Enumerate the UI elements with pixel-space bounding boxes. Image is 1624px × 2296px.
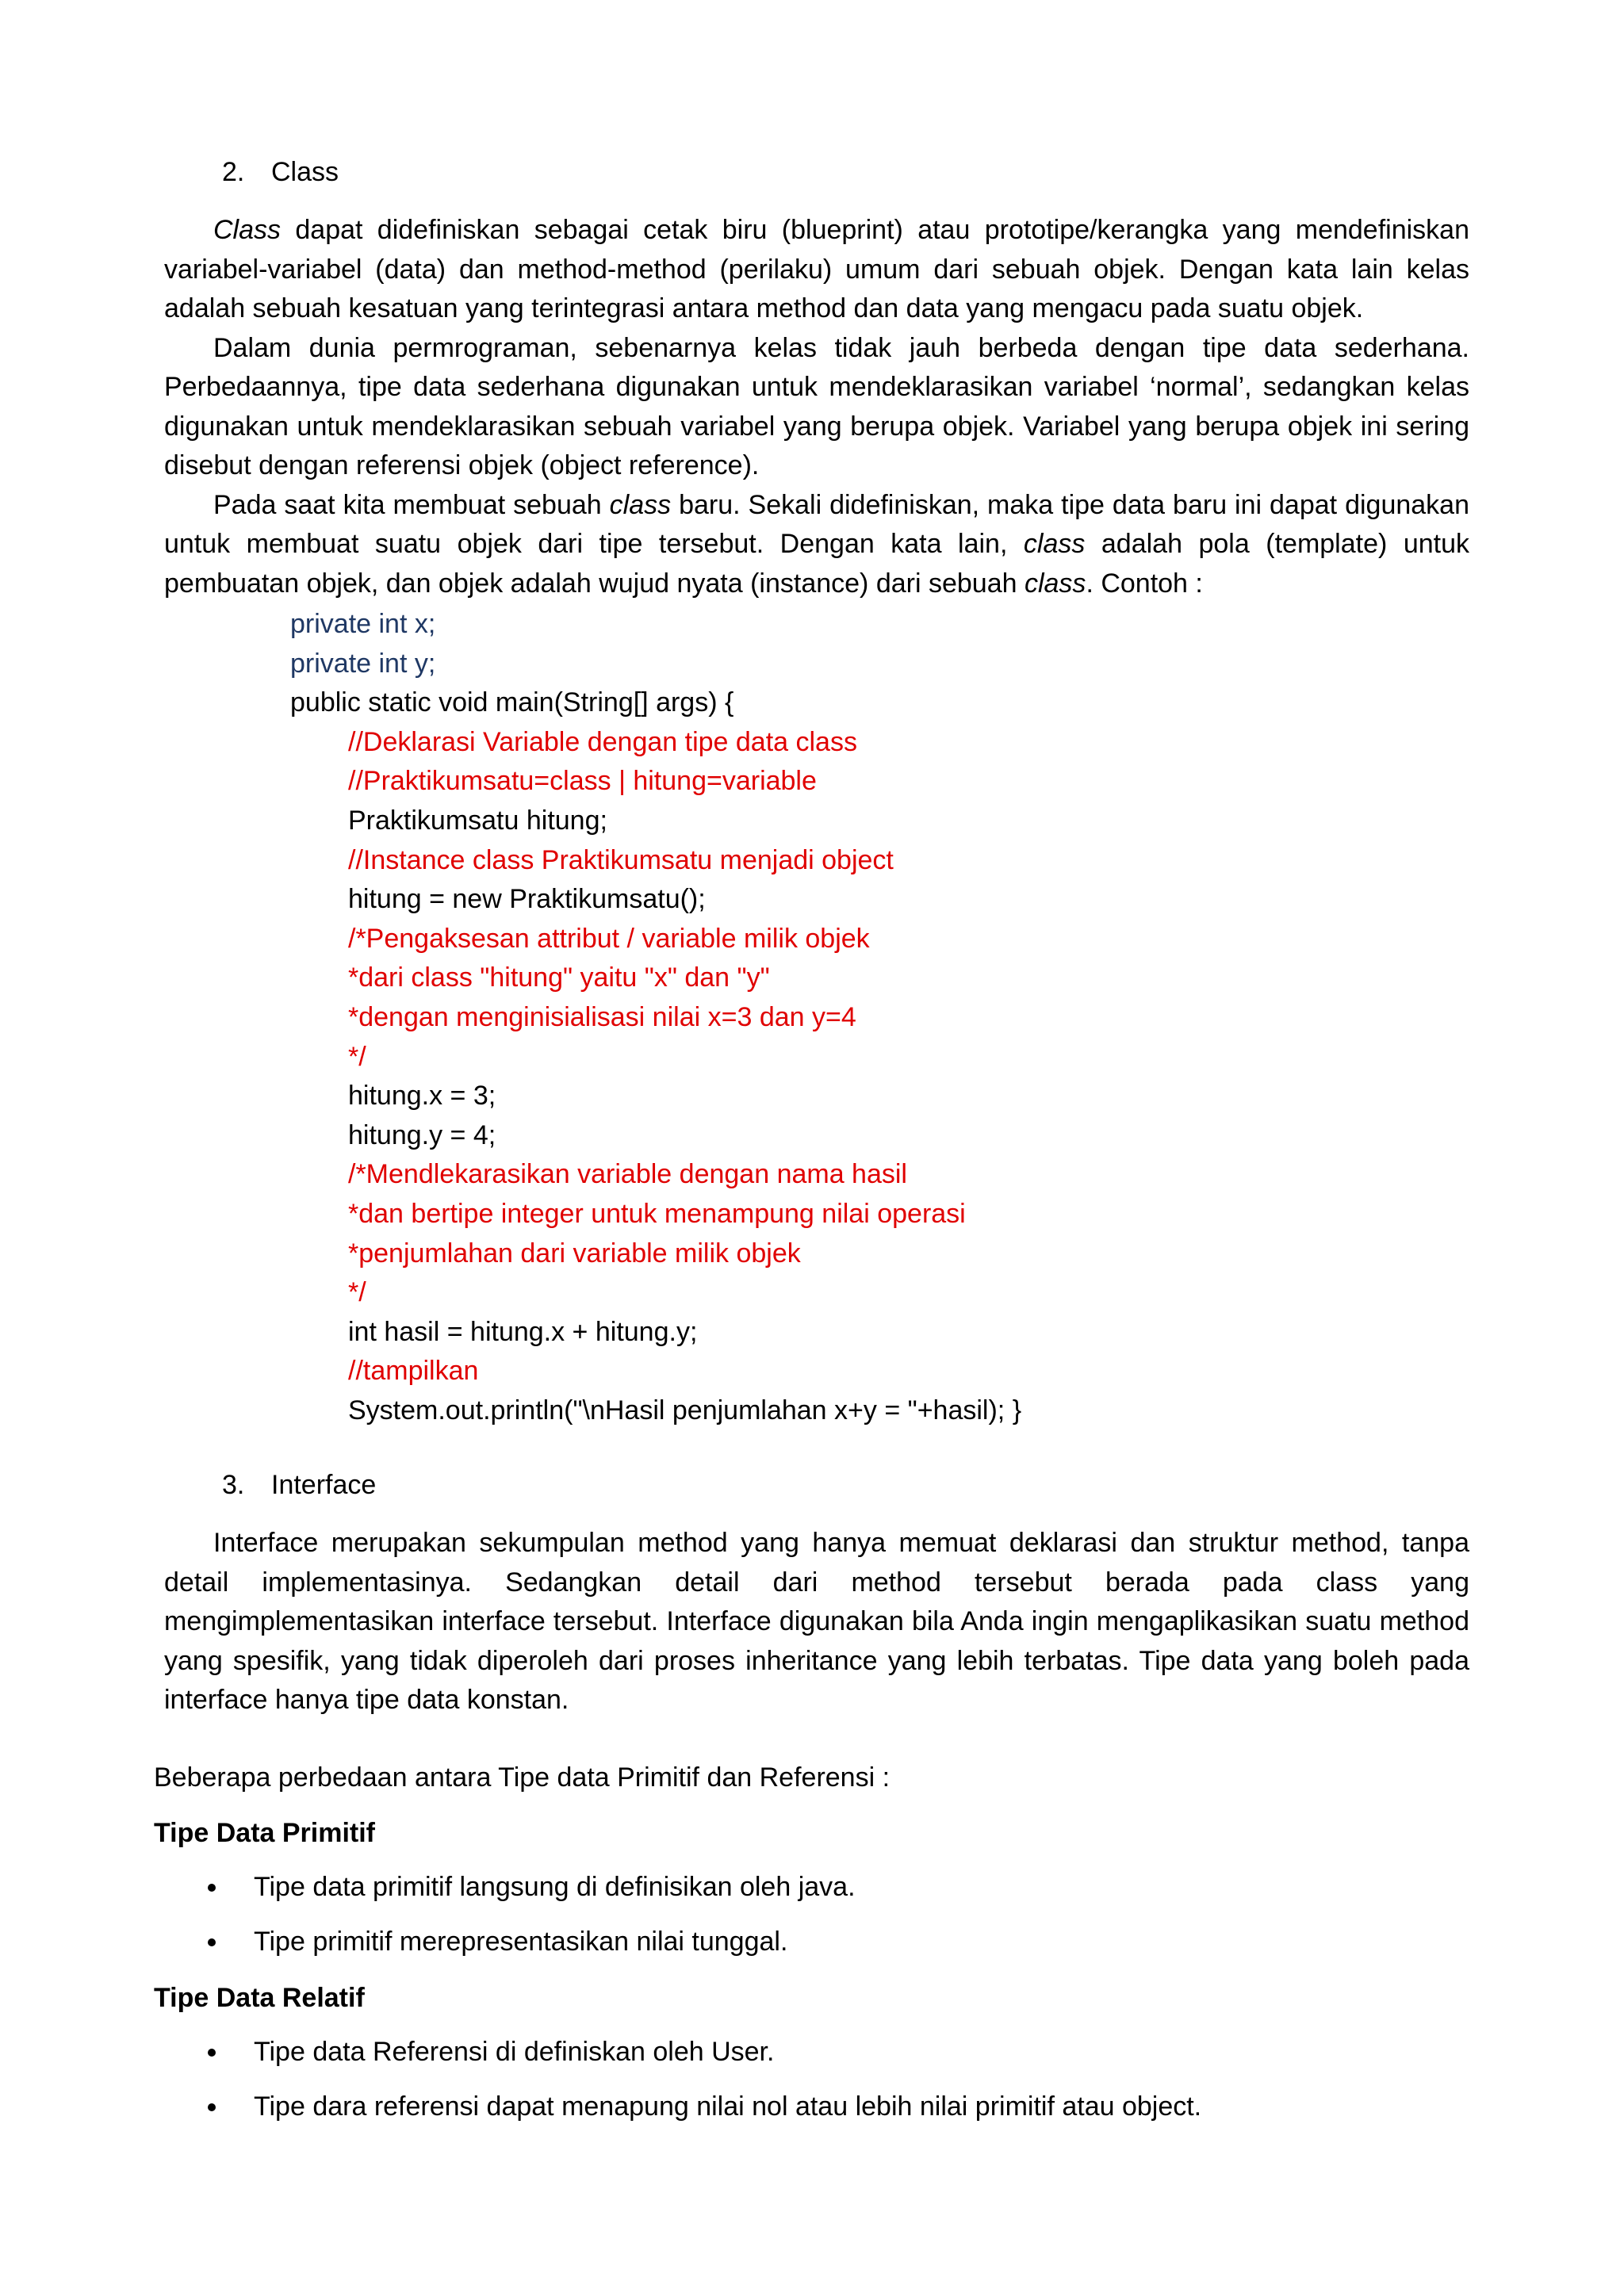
section-heading-class bbox=[222, 153, 339, 191]
class-description bbox=[164, 211, 1469, 603]
code-line: */ bbox=[348, 1041, 366, 1072]
list-item-text: Tipe primitif merepresentasikan nilai tunggal. bbox=[254, 1927, 788, 1957]
interface-description bbox=[164, 1524, 1469, 1720]
code-line: System.out.println("\nHasil penjumlahan x+y = "+hasil); } bbox=[348, 1395, 1022, 1425]
code-line: //Deklarasi Variable dengan tipe data class bbox=[348, 726, 857, 757]
p3-part1: Pada saat kita membuat sebuah bbox=[213, 489, 610, 520]
code-line: hitung.y = 4; bbox=[348, 1119, 496, 1150]
code-line: Praktikumsatu hitung; bbox=[348, 806, 607, 836]
code-line: //Instance class Praktikumsatu menjadi object bbox=[348, 844, 894, 875]
code-line: //Praktikumsatu=class | hitung=variable bbox=[348, 766, 817, 797]
class-paragraph-1-text: dapat didefiniskan sebagai cetak biru (blueprint) atau prototipe/kerangka yang mendefiniskan variabel-variabel (data) dan method-method (perilaku) umum dari sebuah objek. Dengan kata lain kelas adalah sebuah kesatuan yang terintegrasi antara method dan data yang mengacu pada suatu objek. bbox=[164, 215, 1469, 323]
section-title: Class bbox=[271, 157, 339, 187]
code-line: private int y; bbox=[290, 648, 436, 679]
code-line: hitung.x = 3; bbox=[348, 1081, 496, 1112]
code-line: hitung = new Praktikumsatu(); bbox=[348, 884, 706, 915]
interface-paragraph: Interface merupakan sekumpulan method yang hanya memuat deklarasi dan struktur method, tanpa detail implementasinya. Sedangkan detail dari method tersebut berada pada class yang mengimplementasikan interface tersebut. Interface digunakan bila Anda ingin mengaplikasikan suatu method yang spesifik, yang tidak diperoleh dari proses inheritance yang lebih terbatas. Tipe data yang boleh pada interface hanya tipe data konstan. bbox=[164, 1528, 1469, 1715]
primitive-heading: Tipe Data Primitif bbox=[154, 1818, 375, 1848]
section-heading-interface bbox=[222, 1466, 376, 1504]
section-number: 3. bbox=[222, 1470, 245, 1500]
code-line: *dari class "hitung" yaitu "x" dan "y" bbox=[348, 962, 770, 993]
p3-italic3: class bbox=[1024, 568, 1086, 599]
p3-part4: . Contoh : bbox=[1086, 568, 1203, 599]
code-line: //tampilkan bbox=[348, 1356, 479, 1387]
code-line: /*Pengaksesan attribut / variable milik objek bbox=[348, 923, 870, 954]
p3-part3: adalah pola (template) untuk pembuatan objek, dan objek adalah wujud nyata (instance) dari sebuah bbox=[164, 529, 1469, 599]
code-line: public static void main(String[] args) { bbox=[290, 687, 734, 718]
code-line: *dan bertipe integer untuk menampung nilai operasi bbox=[348, 1199, 966, 1229]
p3-italic2: class bbox=[1023, 529, 1086, 559]
p3-italic1: class bbox=[609, 489, 672, 520]
section-number: 2. bbox=[222, 157, 245, 187]
code-line: *dengan menginisialisasi nilai x=3 dan y=4 bbox=[348, 1002, 856, 1032]
p3-part2: baru. Sekali didefiniskan, maka tipe data baru ini dapat digunakan untuk membuat suatu objek dari tipe tersebut. Dengan kata lain, bbox=[164, 489, 1469, 559]
list-item-text: Tipe data primitif langsung di definisikan oleh java. bbox=[254, 1872, 856, 1902]
class-paragraph-3 bbox=[164, 486, 1469, 604]
list-item-text: Tipe dara referensi dapat menapung nilai nol atau lebih nilai primitif atau object. bbox=[254, 2091, 1202, 2122]
class-paragraph-1 bbox=[164, 211, 1469, 329]
code-line: /*Mendlekarasikan variable dengan nama hasil bbox=[348, 1159, 907, 1190]
list-item-text: Tipe data Referensi di definiskan oleh User. bbox=[254, 2037, 775, 2067]
code-line: private int x; bbox=[290, 609, 436, 639]
comparison-intro: Beberapa perbedaan antara Tipe data Primitif dan Referensi : bbox=[154, 1762, 891, 1793]
code-line: int hasil = hitung.x + hitung.y; bbox=[348, 1316, 698, 1347]
code-line: */ bbox=[348, 1277, 366, 1308]
relative-heading: Tipe Data Relatif bbox=[154, 1983, 365, 2013]
class-paragraph-2: Dalam dunia permrograman, sebenarnya kelas tidak jauh berbeda dengan tipe data sederhana. Perbedaannya, tipe data sederhana digunakan untuk mendeklarasikan variabel ‘normal’, sedangkan kelas digunakan untuk mendeklarasikan sebuah variabel yang berupa objek. Variabel yang berupa objek ini sering disebut dengan referensi objek (object reference). bbox=[164, 332, 1469, 480]
section-title: Interface bbox=[271, 1470, 377, 1500]
class-italic-term: Class bbox=[213, 215, 282, 245]
code-line: *penjumlahan dari variable milik objek bbox=[348, 1238, 801, 1269]
